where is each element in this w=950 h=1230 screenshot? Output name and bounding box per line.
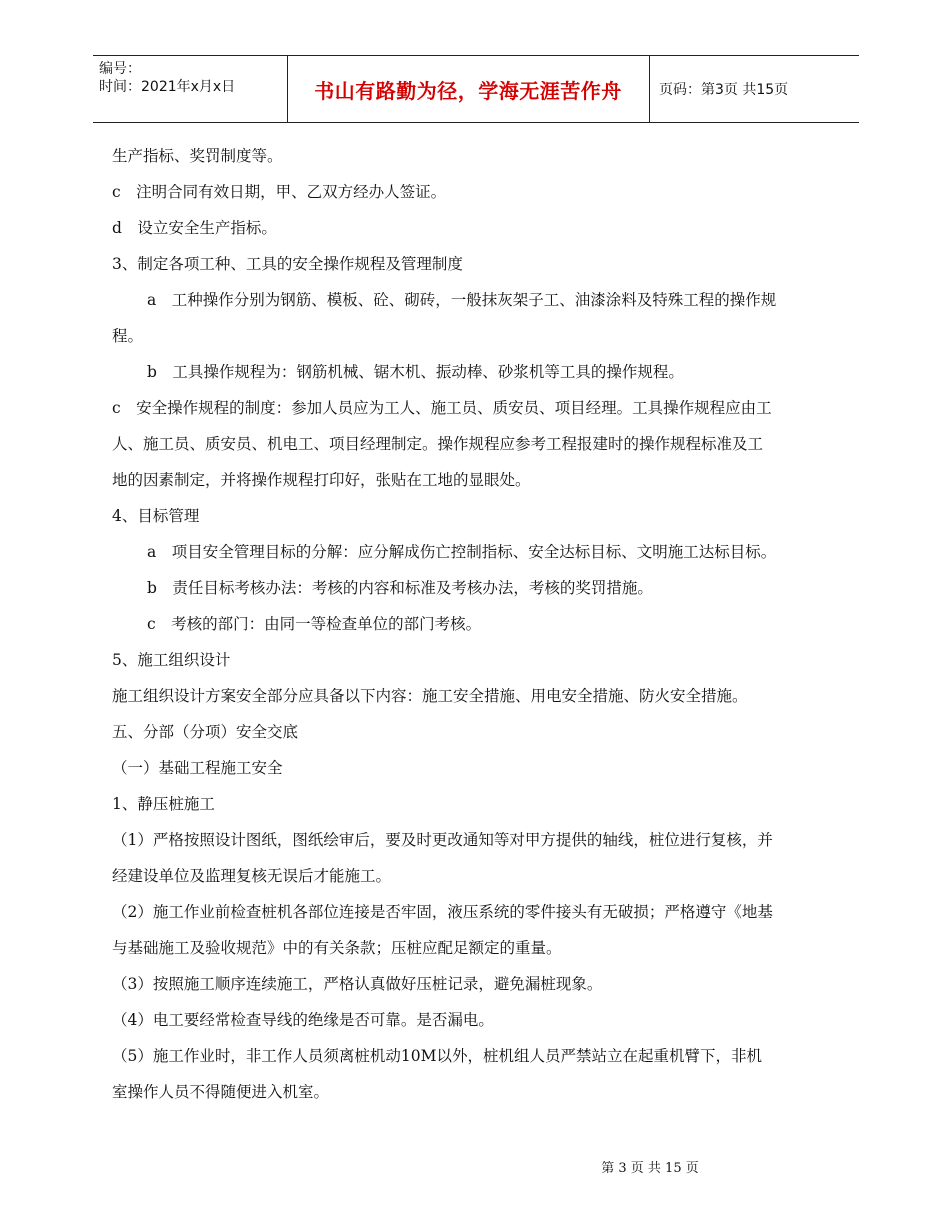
paragraph-line: d 设立安全生产指标。 bbox=[112, 219, 277, 237]
paragraph-line: （4）电工要经常检查导线的绝缘是否可靠。是否漏电。 bbox=[112, 1011, 494, 1029]
paragraph-line: 室操作人员不得随便进入机室。 bbox=[112, 1083, 330, 1101]
paragraph-line: 施工组织设计方案安全部分应具备以下内容：施工安全措施、用电安全措施、防火安全措施。 bbox=[112, 687, 748, 705]
paragraph-line: a 工种操作分别为钢筋、模板、砼、砌砖，一般抹灰架子工、油漆涂料及特殊工程的操作规 bbox=[147, 291, 777, 309]
paragraph-line: 与基础施工及验收规范》中的有关条款；压桩应配足额定的重量。 bbox=[112, 939, 562, 957]
page-header bbox=[93, 55, 859, 123]
paragraph-line: （5）施工作业时，非工作人员须离桩机动10M以外，桩机组人员严禁站立在起重机臂下，非机 bbox=[112, 1047, 762, 1065]
paragraph-line: 经建设单位及监理复核无误后才能施工。 bbox=[112, 867, 392, 885]
paragraph-line: a 项目安全管理目标的分解：应分解成伤亡控制指标、安全达标目标、文明施工达标目标。 bbox=[147, 543, 777, 561]
paragraph-line: b 责任目标考核办法：考核的内容和标准及考核办法，考核的奖罚措施。 bbox=[147, 579, 653, 597]
paragraph-line: 程。 bbox=[112, 327, 144, 345]
paragraph-line: （2）施工作业前检查桩机各部位连接是否牢固，液压系统的零件接头有无破损；严格遵守《地基 bbox=[112, 903, 773, 921]
paragraph-line: （3）按照施工顺序连续施工，严格认真做好压桩记录，避免漏桩现象。 bbox=[112, 975, 603, 993]
paragraph-line: 1、静压桩施工 bbox=[112, 795, 215, 813]
header-page-info: 页码：第3页 共15页 bbox=[659, 82, 789, 98]
paragraph-line: 生产指标、奖罚制度等。 bbox=[112, 147, 283, 165]
paragraph-line: 5、施工组织设计 bbox=[112, 651, 231, 669]
page-footer: 第 3 页 共 15 页 bbox=[601, 1161, 699, 1176]
paragraph-line: 人、施工员、质安员、机电工、项目经理制定。操作规程应参考工程报建时的操作规程标准及工 bbox=[112, 435, 764, 453]
paragraph-line: c 注明合同有效日期，甲、乙双方经办人签证。 bbox=[112, 183, 447, 201]
header-motto: 书山有路勤为径，学海无涯苦作舟 bbox=[287, 56, 650, 122]
header-meta-cell bbox=[93, 56, 288, 122]
paragraph-line: c 安全操作规程的制度：参加人员应为工人、施工员、质安员、项目经理。工具操作规程应由工 bbox=[112, 399, 772, 417]
paragraph-line: 4、目标管理 bbox=[112, 507, 200, 525]
document-number-label: 编号： bbox=[99, 61, 141, 77]
paragraph-line: （1）严格按照设计图纸，图纸绘审后，要及时更改通知等对甲方提供的轴线，桩位进行复核，并 bbox=[112, 831, 773, 849]
paragraph-line: 五、分部（分项）安全交底 bbox=[112, 723, 299, 741]
document-body bbox=[112, 138, 842, 1110]
paragraph-line: （一）基础工程施工安全 bbox=[112, 759, 283, 777]
paragraph-line: 地的因素制定，并将操作规程打印好，张贴在工地的显眼处。 bbox=[112, 471, 531, 489]
document-time-label: 时间：2021年x月x日 bbox=[99, 79, 236, 95]
paragraph-line: 3、制定各项工种、工具的安全操作规程及管理制度 bbox=[112, 255, 463, 273]
paragraph-line: c 考核的部门：由同一等检查单位的部门考核。 bbox=[147, 615, 482, 633]
paragraph-line: b 工具操作规程为：钢筋机械、锯木机、振动棒、砂浆机等工具的操作规程。 bbox=[147, 363, 684, 381]
